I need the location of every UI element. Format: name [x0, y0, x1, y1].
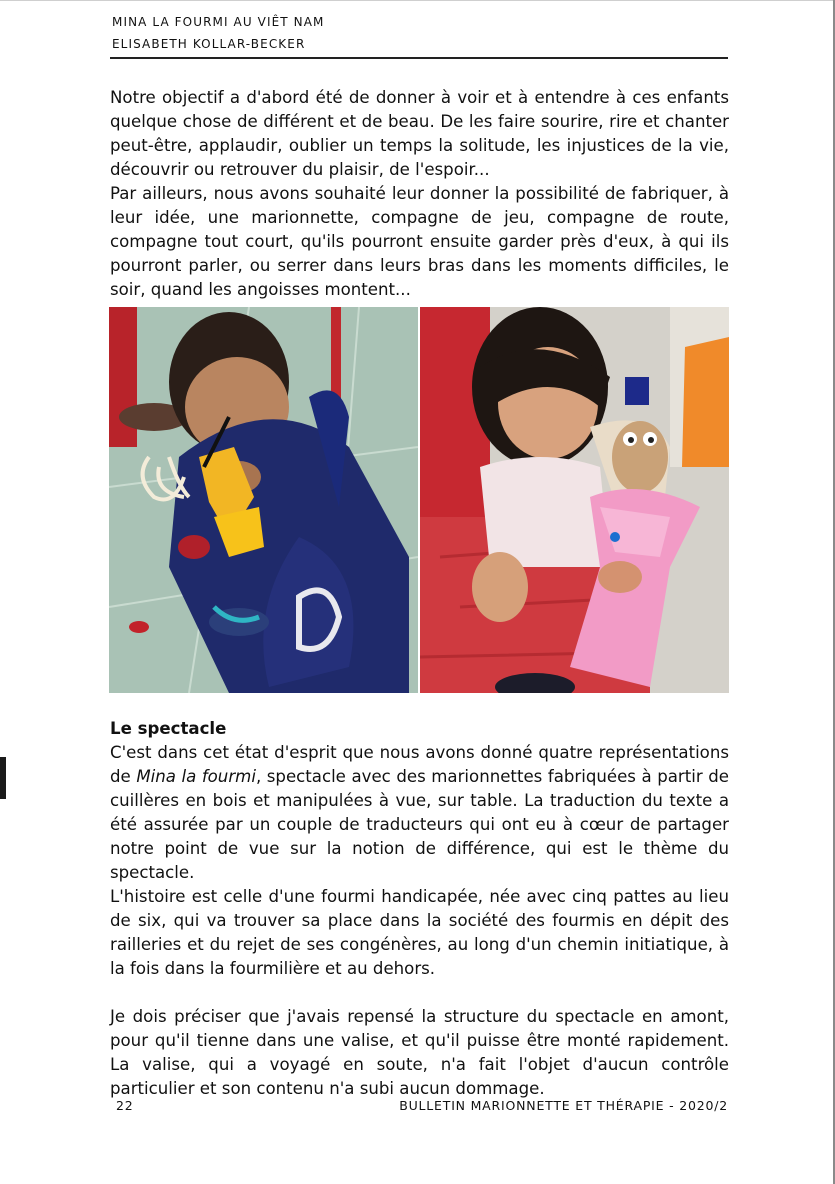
- header-title: MINA LA FOURMI AU VIÊT NAM: [112, 15, 325, 29]
- section-heading: Le spectacle: [110, 719, 227, 738]
- page-number: 22: [116, 1098, 134, 1113]
- section-paragraph-3: Je dois préciser que j'avais repensé la structure du spectacle en amont, pour qu'il tienne dans une valise, et qu'il puisse être monté rapidement. La valise, qui a voyagé en soute, n'a fait l'objet d'aucun contrôle particulier et son contenu n'a subi aucun dommage.: [110, 1007, 729, 1098]
- section-spectacle: [110, 717, 729, 1101]
- section-paragraph-1: [110, 741, 729, 885]
- header-author: ELISABETH KOLLAR-BECKER: [112, 37, 306, 51]
- intro-paragraph-1: Notre objectif a d'abord été de donner à voir et à entendre à ces enfants quelque chose de différent et de beau. De les faire sourire, rire et chanter peut-être, applaudir, oublier un temps la solitude, les injustices de la vie, découvrir ou retrouver du plaisir, de l'espoir...: [110, 88, 729, 179]
- paragraph-1-end: , spectacle avec des marionnettes fabriquées à partir de cuillères en bois et manipulées à vue, sur table. La traduction du texte a été assurée par un couple de traducteurs qui ont eu à cœur de partager notre point de vue sur la notion de différence, qui est le thème du spectacle.: [110, 767, 729, 882]
- photo-boy-illustration: [109, 307, 418, 693]
- publication-footer: BULLETIN MARIONNETTE ET THÉRAPIE - 2020/2: [399, 1098, 728, 1113]
- intro-text: [110, 86, 729, 302]
- show-title: Mina la fourmi: [136, 767, 256, 786]
- section-paragraph-2: L'histoire est celle d'une fourmi handicapée, née avec cinq pattes au lieu de six, qui va trouver sa place dans la société des fourmis en dépit des railleries et du rejet de ses congénères, au long d'un chemin initiatique, à la fois dans la fourmilière et au dehors.: [110, 887, 729, 978]
- paragraph-1-start: C'est dans cet état d'esprit que nous avons donné quatre représentations de: [110, 743, 729, 786]
- photo-boy-making-puppet: [109, 307, 418, 693]
- photo-girl-with-puppet: [420, 307, 729, 693]
- intro-paragraph-2: Par ailleurs, nous avons souhaité leur donner la possibilité de fabriquer, à leur idée, une marionnette, compagne de jeu, compagne de route, compagne tout court, qu'ils pourront ensuite garder près d'eux, à qui ils pourront parler, ou serrer dans leurs bras dans les moments difficiles, le soir, quand les angoisses montent...: [110, 184, 729, 299]
- running-header: [112, 14, 728, 52]
- photo-girl-illustration: [420, 307, 729, 693]
- header-rule: [110, 57, 728, 59]
- page-side-tab: [0, 757, 6, 799]
- paragraph-spacer: [110, 981, 729, 1005]
- page-top-edge: [0, 0, 835, 1]
